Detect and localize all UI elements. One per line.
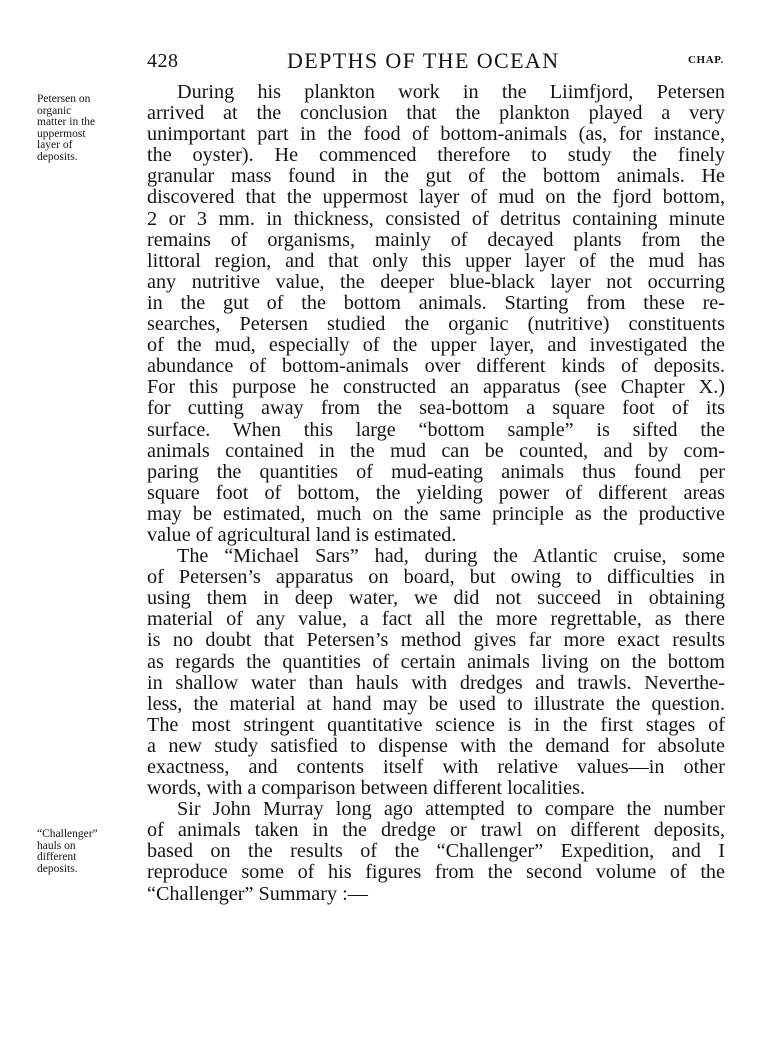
text-line: value of agricultural land is estimated.	[147, 524, 457, 546]
text-line: using them in deep water, we did not succeed in obtaining	[147, 588, 725, 610]
sidenote-line: hauls on	[37, 839, 76, 852]
sidenote-challenger-hauls	[37, 829, 137, 875]
text-line: paring the quantities of mud-eating animals thus found per	[147, 461, 725, 483]
text-line: words, with a comparison between different localities.	[147, 778, 586, 800]
text-line: for cutting away from the sea-bottom a square foot of its	[147, 398, 725, 420]
sidenote-line: deposits.	[37, 862, 78, 875]
text-line: less, the material at hand may be used to illustrate the question.	[147, 693, 725, 715]
text-line: “Challenger” Summary :—	[147, 883, 368, 905]
sidenote-line: organic	[37, 104, 72, 117]
text-line: in the gut of the bottom animals. Starting from these re-	[147, 292, 725, 314]
text-line: in shallow water than hauls with dredges and trawls. Neverthe-	[147, 672, 725, 694]
text-line: of animals taken in the dredge or trawl on different deposits,	[147, 820, 725, 842]
sidenote-line: deposits.	[37, 150, 78, 163]
chapter-label: CHAP.	[688, 54, 724, 66]
text-line: discovered that the uppermost layer of mud on the fjord bottom,	[147, 187, 725, 209]
sidenote-line: uppermost	[37, 127, 86, 140]
text-line: During his plankton work in the Liimfjord, Petersen	[177, 82, 725, 103]
sidenote-line: layer of	[37, 139, 73, 152]
sidenote-line: different	[37, 851, 77, 864]
text-line: surface. When this large “bottom sample” is sifted the	[147, 419, 725, 441]
text-line: as regards the quantities of certain animals living on the bottom	[147, 651, 725, 673]
text-line: any nutritive value, the deeper blue-black layer not occurring	[147, 271, 725, 293]
text-line: of the mud, especially of the upper layer, and investigated the	[147, 335, 725, 357]
text-line: may be estimated, much on the same principle as the productive	[147, 503, 725, 525]
text-line: a new study satisfied to dispense with the demand for absolute	[147, 735, 725, 757]
sidenote-line: Petersen on	[37, 93, 91, 105]
page-header	[0, 50, 776, 80]
text-line: For this purpose he constructed an apparatus (see Chapter X.)	[147, 377, 725, 399]
text-line: searches, Petersen studied the organic (nutritive) constituents	[147, 314, 725, 336]
text-line: material of any value, a fact all the more regrettable, as there	[147, 609, 725, 631]
text-line: remains of organisms, mainly of decayed plants from the	[147, 229, 725, 251]
paragraph-murray-challenger	[147, 799, 725, 904]
text-line: unimportant part in the food of bottom-animals (as, for instance,	[147, 124, 725, 146]
sidenote-line: matter in the	[37, 116, 96, 129]
text-line: exactness, and contents itself with relative values—in other	[147, 757, 725, 778]
text-line: granular mass found in the gut of the bottom animals. He	[147, 166, 725, 188]
text-line: 2 or 3 mm. in thickness, consisted of detritus containing minute	[147, 208, 725, 230]
paragraph-michael-sars	[147, 546, 725, 799]
sidenote-petersen-organic-matter	[37, 94, 137, 164]
text-line: animals contained in the mud can be counted, and by com-	[147, 440, 725, 462]
text-line: the oyster). He commenced therefore to study the finely	[147, 145, 725, 167]
text-line: based on the results of the “Challenger” Expedition, and I	[147, 841, 725, 863]
text-line: arrived at the conclusion that the plankton played a very	[147, 103, 725, 125]
text-line: square foot of bottom, the yielding power of different areas	[147, 482, 725, 504]
sidenote-line: “Challenger”	[37, 828, 98, 840]
text-line: littoral region, and that only this upper layer of the mud has	[147, 250, 725, 272]
text-line: abundance of bottom-animals over different kinds of deposits.	[147, 356, 725, 378]
text-line: Sir John Murray long ago attempted to compare the number	[177, 799, 725, 821]
text-line: of Petersen’s apparatus on board, but owing to difficulties in	[147, 567, 725, 589]
page-number: 428	[147, 50, 179, 72]
text-line: reproduce some of his figures from the second volume of the	[147, 862, 725, 884]
running-title: DEPTHS OF THE OCEAN	[287, 48, 560, 73]
paragraph-petersen-plankton	[147, 82, 725, 546]
text-line: The “Michael Sars” had, during the Atlantic cruise, some	[177, 546, 725, 568]
text-line: The most stringent quantitative science is in the first stages of	[147, 714, 725, 736]
text-line: is no doubt that Petersen’s method gives far more exact results	[147, 630, 725, 652]
body-text	[147, 82, 725, 905]
